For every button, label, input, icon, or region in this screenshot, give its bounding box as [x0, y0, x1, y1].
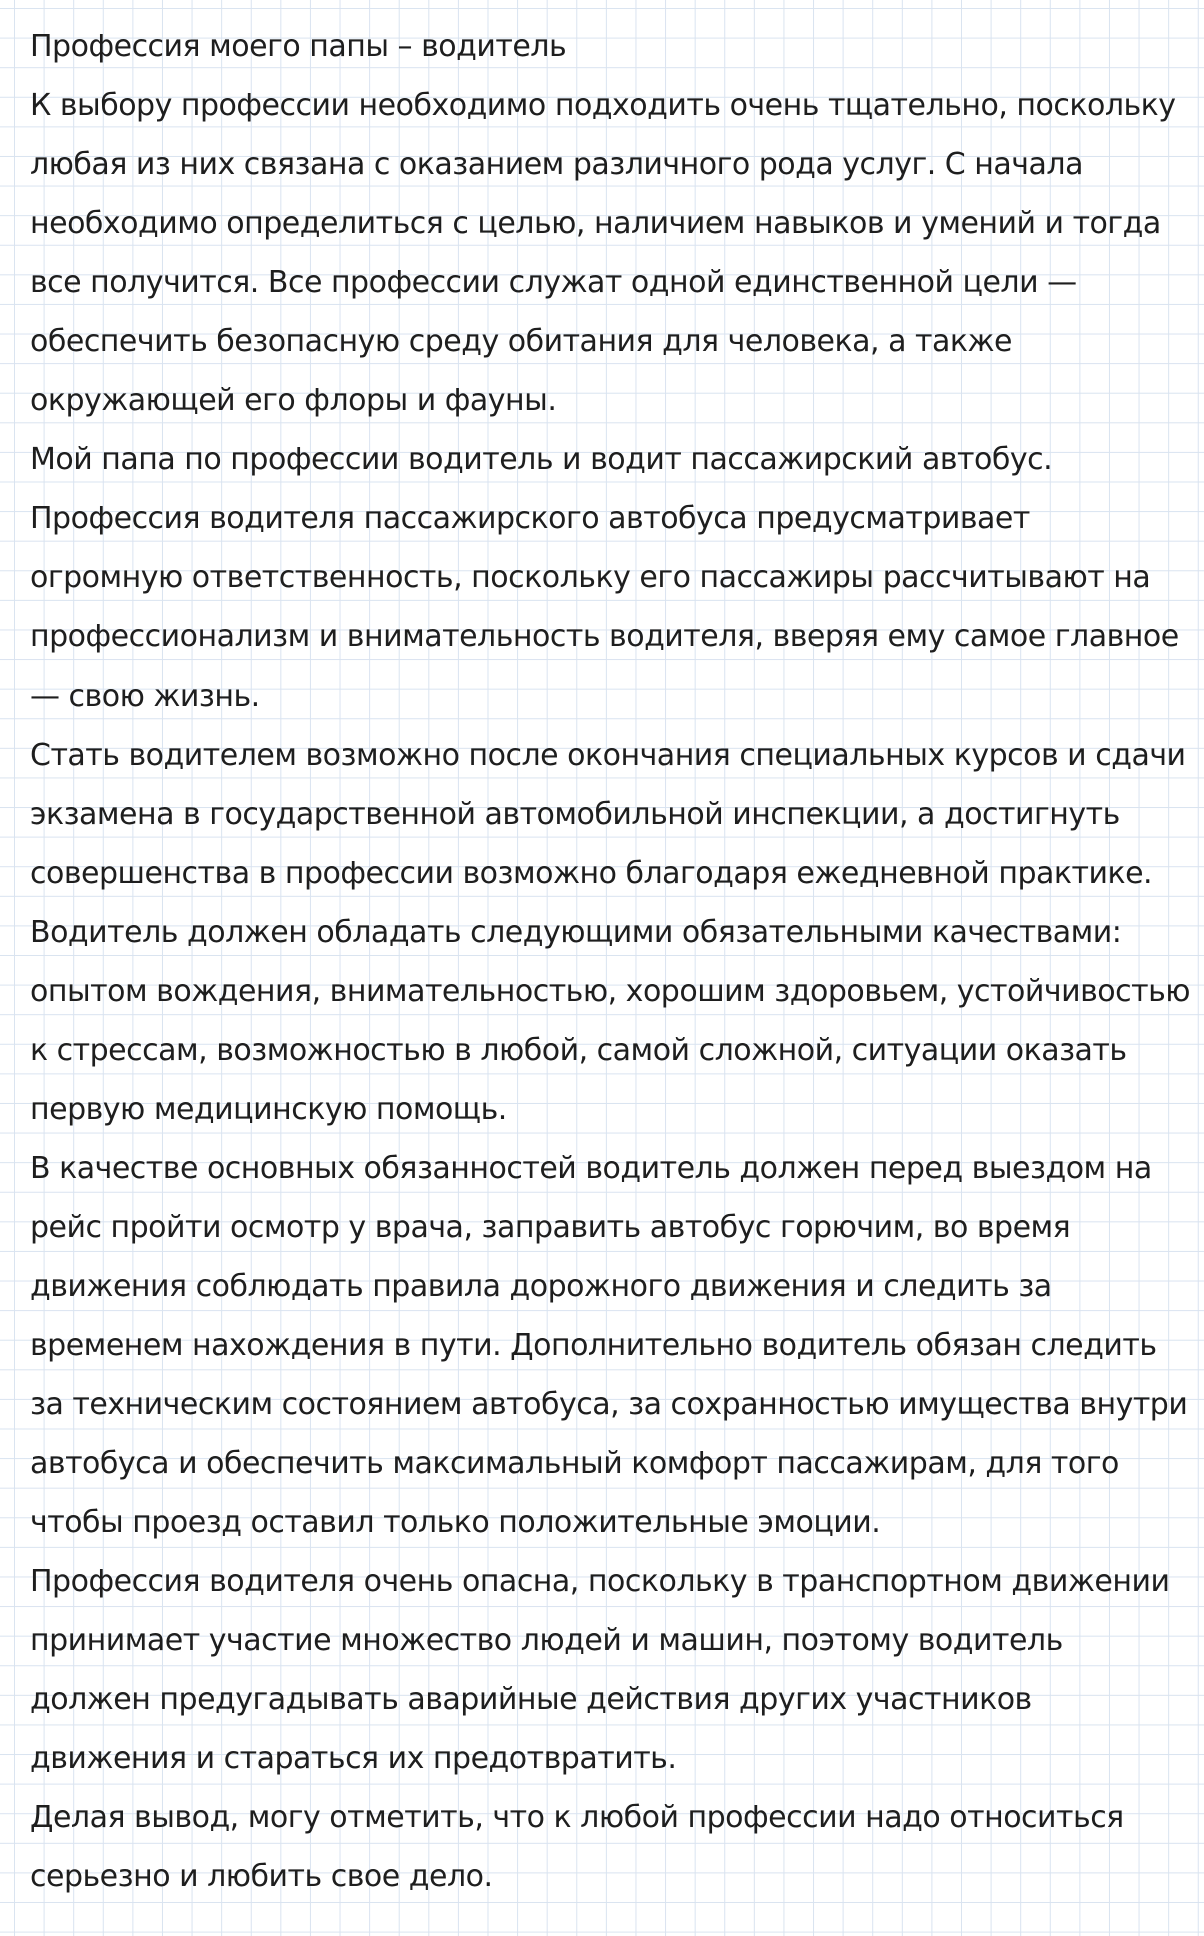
essay-paragraph-6: В качестве основных обязанностей водитель должен перед выездом на рейс пройти осмотр у врача, заправить автобус горючим, во время движения соблюдать правила дорожного движения и следить за временем нахождения в пути. Дополнительно водитель обязан следить за техническим состоянием автобуса, за сохранностью имущества внутри автобуса и обеспечить максимальный комфорт пассажирам, для того чтобы проезд оставил только положительные эмоции.: [30, 1150, 1188, 1541]
essay-paragraph-3: Профессия водителя пассажирского автобуса предусматривает огромную ответственность, поскольку его пассажиры рассчитывают на профессионализм и внимательность водителя, вверяя ему самое главное — свою жизнь.: [30, 501, 1179, 714]
essay: [30, 17, 1190, 1907]
essay-title: Профессия моего папы – водитель: [30, 29, 567, 64]
essay-paragraph-4: Стать водителем возможно после окончания специальных курсов и сдачи экзамена в государственной автомобильной инспекции, а достигнуть совершенства в профессии возможно благодаря ежедневной практике.: [30, 737, 1186, 891]
essay-paragraph-8: Делая вывод, могу отметить, что к любой профессии надо относиться серьезно и любить свое дело.: [30, 1800, 1124, 1895]
essay-paragraph-5: Водитель должен обладать следующими обязательными качествами: опытом вождения, внимательностью, хорошим здоровьем, устойчивостью к стрессам, возможностью в любой, самой сложной, ситуации оказать первую медицинскую помощь.: [30, 914, 1191, 1127]
essay-paragraph-7: Профессия водителя очень опасна, поскольку в транспортном движении принимает участие множество людей и машин, поэтому водитель должен предугадывать аварийные действия других участников движения и стараться их предотвратить.: [30, 1564, 1170, 1777]
essay-paragraph-1: К выбору профессии необходимо подходить очень тщательно, поскольку любая из них связана с оказанием различного рода услуг. С начала необходимо определиться с целью, наличием навыков и умений и тогда все получится. Все профессии служат одной единственной цели — обеспечить безопасную среду обитания для человека, а также окружающей его флоры и фауны.: [30, 88, 1176, 419]
essay-paragraph-2: Мой папа по профессии водитель и водит пассажирский автобус.: [30, 442, 1053, 478]
